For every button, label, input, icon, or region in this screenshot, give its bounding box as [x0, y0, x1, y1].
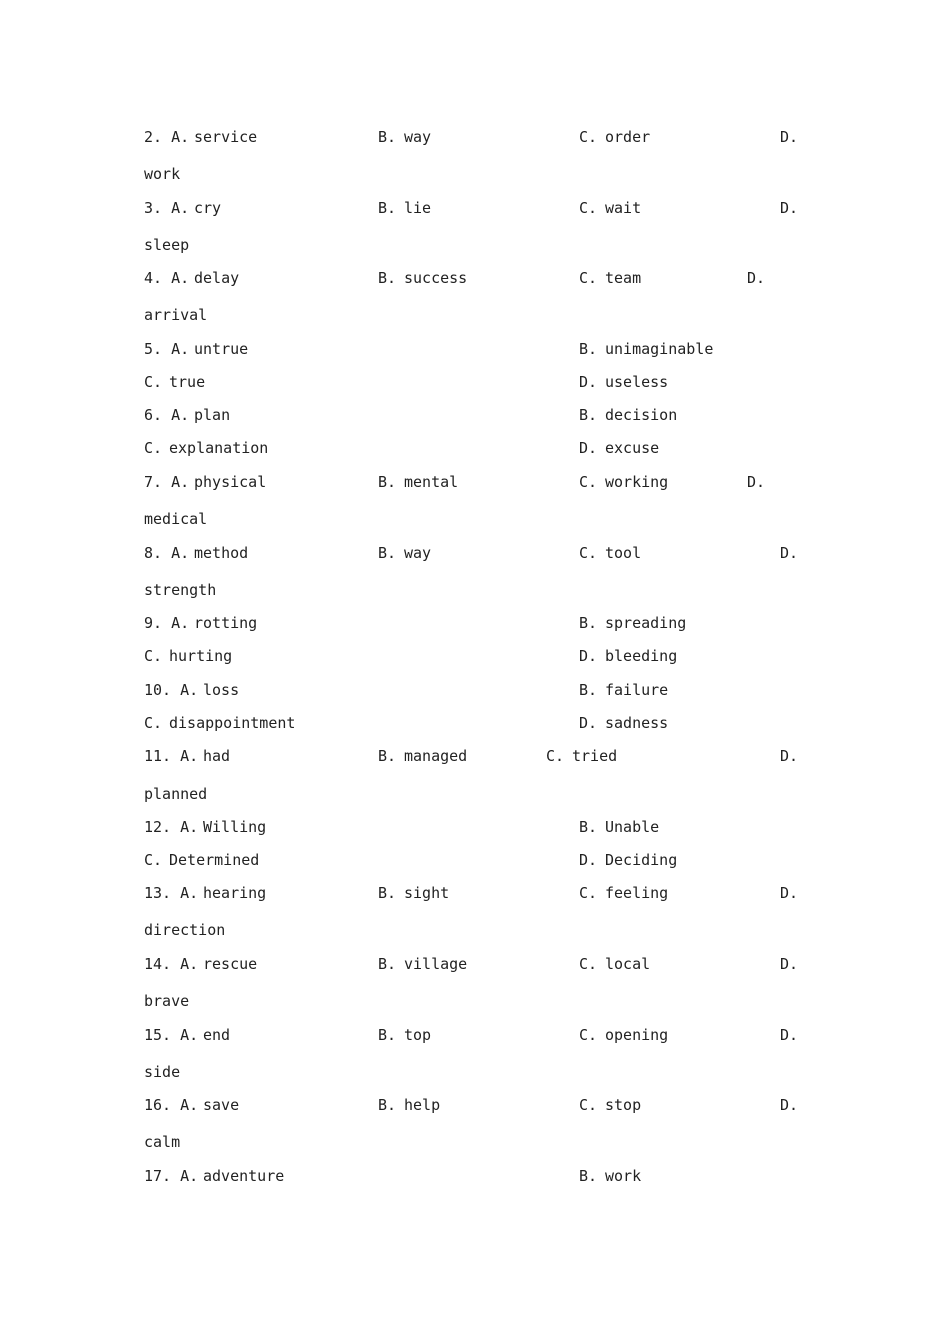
question-5-label-d: D. — [579, 373, 598, 391]
question-12-option-c: Determined — [169, 851, 260, 869]
question-2-number: 2. A. — [144, 128, 190, 146]
question-3-options-line — [0, 196, 950, 220]
question-6-line-2 — [0, 436, 950, 460]
question-2-option-b: way — [404, 128, 432, 146]
question-13-label-d: D. — [780, 884, 799, 902]
question-3-option-b: lie — [404, 199, 432, 217]
question-13-wrap-line — [0, 918, 950, 942]
question-11-options-line — [0, 744, 950, 768]
question-9-option-b: spreading — [605, 614, 687, 632]
question-13-number: 13. A. — [144, 884, 199, 902]
question-12-option-a: Willing — [203, 818, 267, 836]
question-15-label-b: B. — [378, 1026, 397, 1044]
question-6-label-c: C. — [144, 439, 163, 457]
question-9-option-c: hurting — [169, 647, 233, 665]
question-5-option-b: unimaginable — [605, 340, 714, 358]
question-14-options-line — [0, 952, 950, 976]
question-5-option-a: untrue — [194, 340, 249, 358]
question-4-label-b: B. — [378, 269, 397, 287]
question-13-option-b: sight — [404, 884, 450, 902]
question-14-label-d: D. — [780, 955, 799, 973]
question-10-option-a: loss — [203, 681, 240, 699]
question-7-wrap-line — [0, 507, 950, 531]
question-14-option-c: local — [605, 955, 651, 973]
question-13-options-line — [0, 881, 950, 905]
question-6-number: 6. A. — [144, 406, 190, 424]
question-3-option-c: wait — [605, 199, 642, 217]
question-4-wrap-line — [0, 303, 950, 327]
question-6-option-a: plan — [194, 406, 231, 424]
question-15-number: 15. A. — [144, 1026, 199, 1044]
question-13-option-a: hearing — [203, 884, 267, 902]
question-2-label-b: B. — [378, 128, 397, 146]
question-7-number: 7. A. — [144, 473, 190, 491]
question-11-label-d: D. — [780, 747, 799, 765]
question-10-label-c: C. — [144, 714, 163, 732]
question-16-label-b: B. — [378, 1096, 397, 1114]
question-16-option-a: save — [203, 1096, 240, 1114]
question-3-label-d: D. — [780, 199, 799, 217]
question-9-label-d: D. — [579, 647, 598, 665]
question-8-label-b: B. — [378, 544, 397, 562]
question-14-number: 14. A. — [144, 955, 199, 973]
question-12-number: 12. A. — [144, 818, 199, 836]
question-7-option-b: mental — [404, 473, 459, 491]
question-8-option-d: strength — [144, 581, 217, 599]
question-2-option-a: service — [194, 128, 258, 146]
question-7-options-line — [0, 470, 950, 494]
question-8-wrap-line — [0, 578, 950, 602]
question-12-label-d: D. — [579, 851, 598, 869]
question-5-label-c: C. — [144, 373, 163, 391]
question-3-number: 3. A. — [144, 199, 190, 217]
question-6-option-c: explanation — [169, 439, 269, 457]
question-4-option-c: team — [605, 269, 642, 287]
question-5-option-d: useless — [605, 373, 669, 391]
question-3-option-a: cry — [194, 199, 222, 217]
question-5-label-b: B. — [579, 340, 598, 358]
question-8-label-c: C. — [579, 544, 598, 562]
question-17-option-b: work — [605, 1167, 642, 1185]
question-10-line-2 — [0, 711, 950, 735]
question-11-label-b: B. — [378, 747, 397, 765]
question-4-option-d: arrival — [144, 306, 208, 324]
question-12-line-1 — [0, 815, 950, 839]
question-5-number: 5. A. — [144, 340, 190, 358]
question-12-option-b: Unable — [605, 818, 660, 836]
question-3-label-c: C. — [579, 199, 598, 217]
question-11-wrap-line — [0, 782, 950, 806]
question-2-option-c: order — [605, 128, 651, 146]
question-8-option-a: method — [194, 544, 249, 562]
question-10-line-1 — [0, 678, 950, 702]
question-14-label-b: B. — [378, 955, 397, 973]
question-6-label-b: B. — [579, 406, 598, 424]
question-11-label-c: C. — [546, 747, 565, 765]
question-15-option-d: side — [144, 1063, 181, 1081]
question-16-label-c: C. — [579, 1096, 598, 1114]
question-12-label-b: B. — [579, 818, 598, 836]
question-9-label-c: C. — [144, 647, 163, 665]
question-17-number: 17. A. — [144, 1167, 199, 1185]
question-11-option-c: tried — [572, 747, 618, 765]
question-16-option-c: stop — [605, 1096, 642, 1114]
question-9-line-2 — [0, 644, 950, 668]
question-13-label-c: C. — [579, 884, 598, 902]
question-9-option-a: rotting — [194, 614, 258, 632]
question-15-wrap-line — [0, 1060, 950, 1084]
question-7-option-d: medical — [144, 510, 208, 528]
question-10-number: 10. A. — [144, 681, 199, 699]
question-5-line-2 — [0, 370, 950, 394]
question-9-option-d: bleeding — [605, 647, 678, 665]
question-10-label-d: D. — [579, 714, 598, 732]
question-14-label-c: C. — [579, 955, 598, 973]
question-11-option-d: planned — [144, 785, 208, 803]
question-15-label-c: C. — [579, 1026, 598, 1044]
question-4-label-c: C. — [579, 269, 598, 287]
question-6-option-d: excuse — [605, 439, 660, 457]
question-4-label-d: D. — [747, 269, 766, 287]
question-13-label-b: B. — [378, 884, 397, 902]
question-6-label-d: D. — [579, 439, 598, 457]
question-2-wrap-line — [0, 162, 950, 186]
question-3-option-d: sleep — [144, 236, 190, 254]
question-14-option-d: brave — [144, 992, 190, 1010]
question-3-wrap-line — [0, 233, 950, 257]
question-11-number: 11. A. — [144, 747, 199, 765]
question-8-option-c: tool — [605, 544, 642, 562]
question-6-line-1 — [0, 403, 950, 427]
question-16-option-b: help — [404, 1096, 441, 1114]
question-10-option-b: failure — [605, 681, 669, 699]
question-10-label-b: B. — [579, 681, 598, 699]
question-5-line-1 — [0, 337, 950, 361]
question-16-options-line — [0, 1093, 950, 1117]
question-15-option-a: end — [203, 1026, 231, 1044]
question-12-label-c: C. — [144, 851, 163, 869]
question-17-line-1 — [0, 1164, 950, 1188]
question-14-wrap-line — [0, 989, 950, 1013]
question-12-line-2 — [0, 848, 950, 872]
question-14-option-b: village — [404, 955, 468, 973]
question-17-option-a: adventure — [203, 1167, 285, 1185]
question-15-option-b: top — [404, 1026, 432, 1044]
question-7-option-c: working — [605, 473, 669, 491]
question-16-number: 16. A. — [144, 1096, 199, 1114]
question-16-label-d: D. — [780, 1096, 799, 1114]
question-15-options-line — [0, 1023, 950, 1047]
question-4-option-a: delay — [194, 269, 240, 287]
question-9-number: 9. A. — [144, 614, 190, 632]
question-12-option-d: Deciding — [605, 851, 678, 869]
question-14-option-a: rescue — [203, 955, 258, 973]
question-2-option-d: work — [144, 165, 181, 183]
question-16-option-d: calm — [144, 1133, 181, 1151]
question-2-options-line — [0, 125, 950, 149]
question-13-option-d: direction — [144, 921, 226, 939]
question-7-label-c: C. — [579, 473, 598, 491]
question-7-option-a: physical — [194, 473, 267, 491]
question-4-number: 4. A. — [144, 269, 190, 287]
question-8-option-b: way — [404, 544, 432, 562]
question-13-option-c: feeling — [605, 884, 669, 902]
question-10-option-c: disappointment — [169, 714, 296, 732]
question-8-number: 8. A. — [144, 544, 190, 562]
question-6-option-b: decision — [605, 406, 678, 424]
question-2-label-d: D. — [780, 128, 799, 146]
question-2-label-c: C. — [579, 128, 598, 146]
question-11-option-b: managed — [404, 747, 468, 765]
question-10-option-d: sadness — [605, 714, 669, 732]
question-3-label-b: B. — [378, 199, 397, 217]
question-5-option-c: true — [169, 373, 206, 391]
question-8-label-d: D. — [780, 544, 799, 562]
question-15-option-c: opening — [605, 1026, 669, 1044]
question-4-option-b: success — [404, 269, 468, 287]
question-11-option-a: had — [203, 747, 231, 765]
question-16-wrap-line — [0, 1130, 950, 1154]
question-4-options-line — [0, 266, 950, 290]
question-17-label-b: B. — [579, 1167, 598, 1185]
question-7-label-d: D. — [747, 473, 766, 491]
question-7-label-b: B. — [378, 473, 397, 491]
question-9-line-1 — [0, 611, 950, 635]
question-9-label-b: B. — [579, 614, 598, 632]
question-8-options-line — [0, 541, 950, 565]
question-15-label-d: D. — [780, 1026, 799, 1044]
